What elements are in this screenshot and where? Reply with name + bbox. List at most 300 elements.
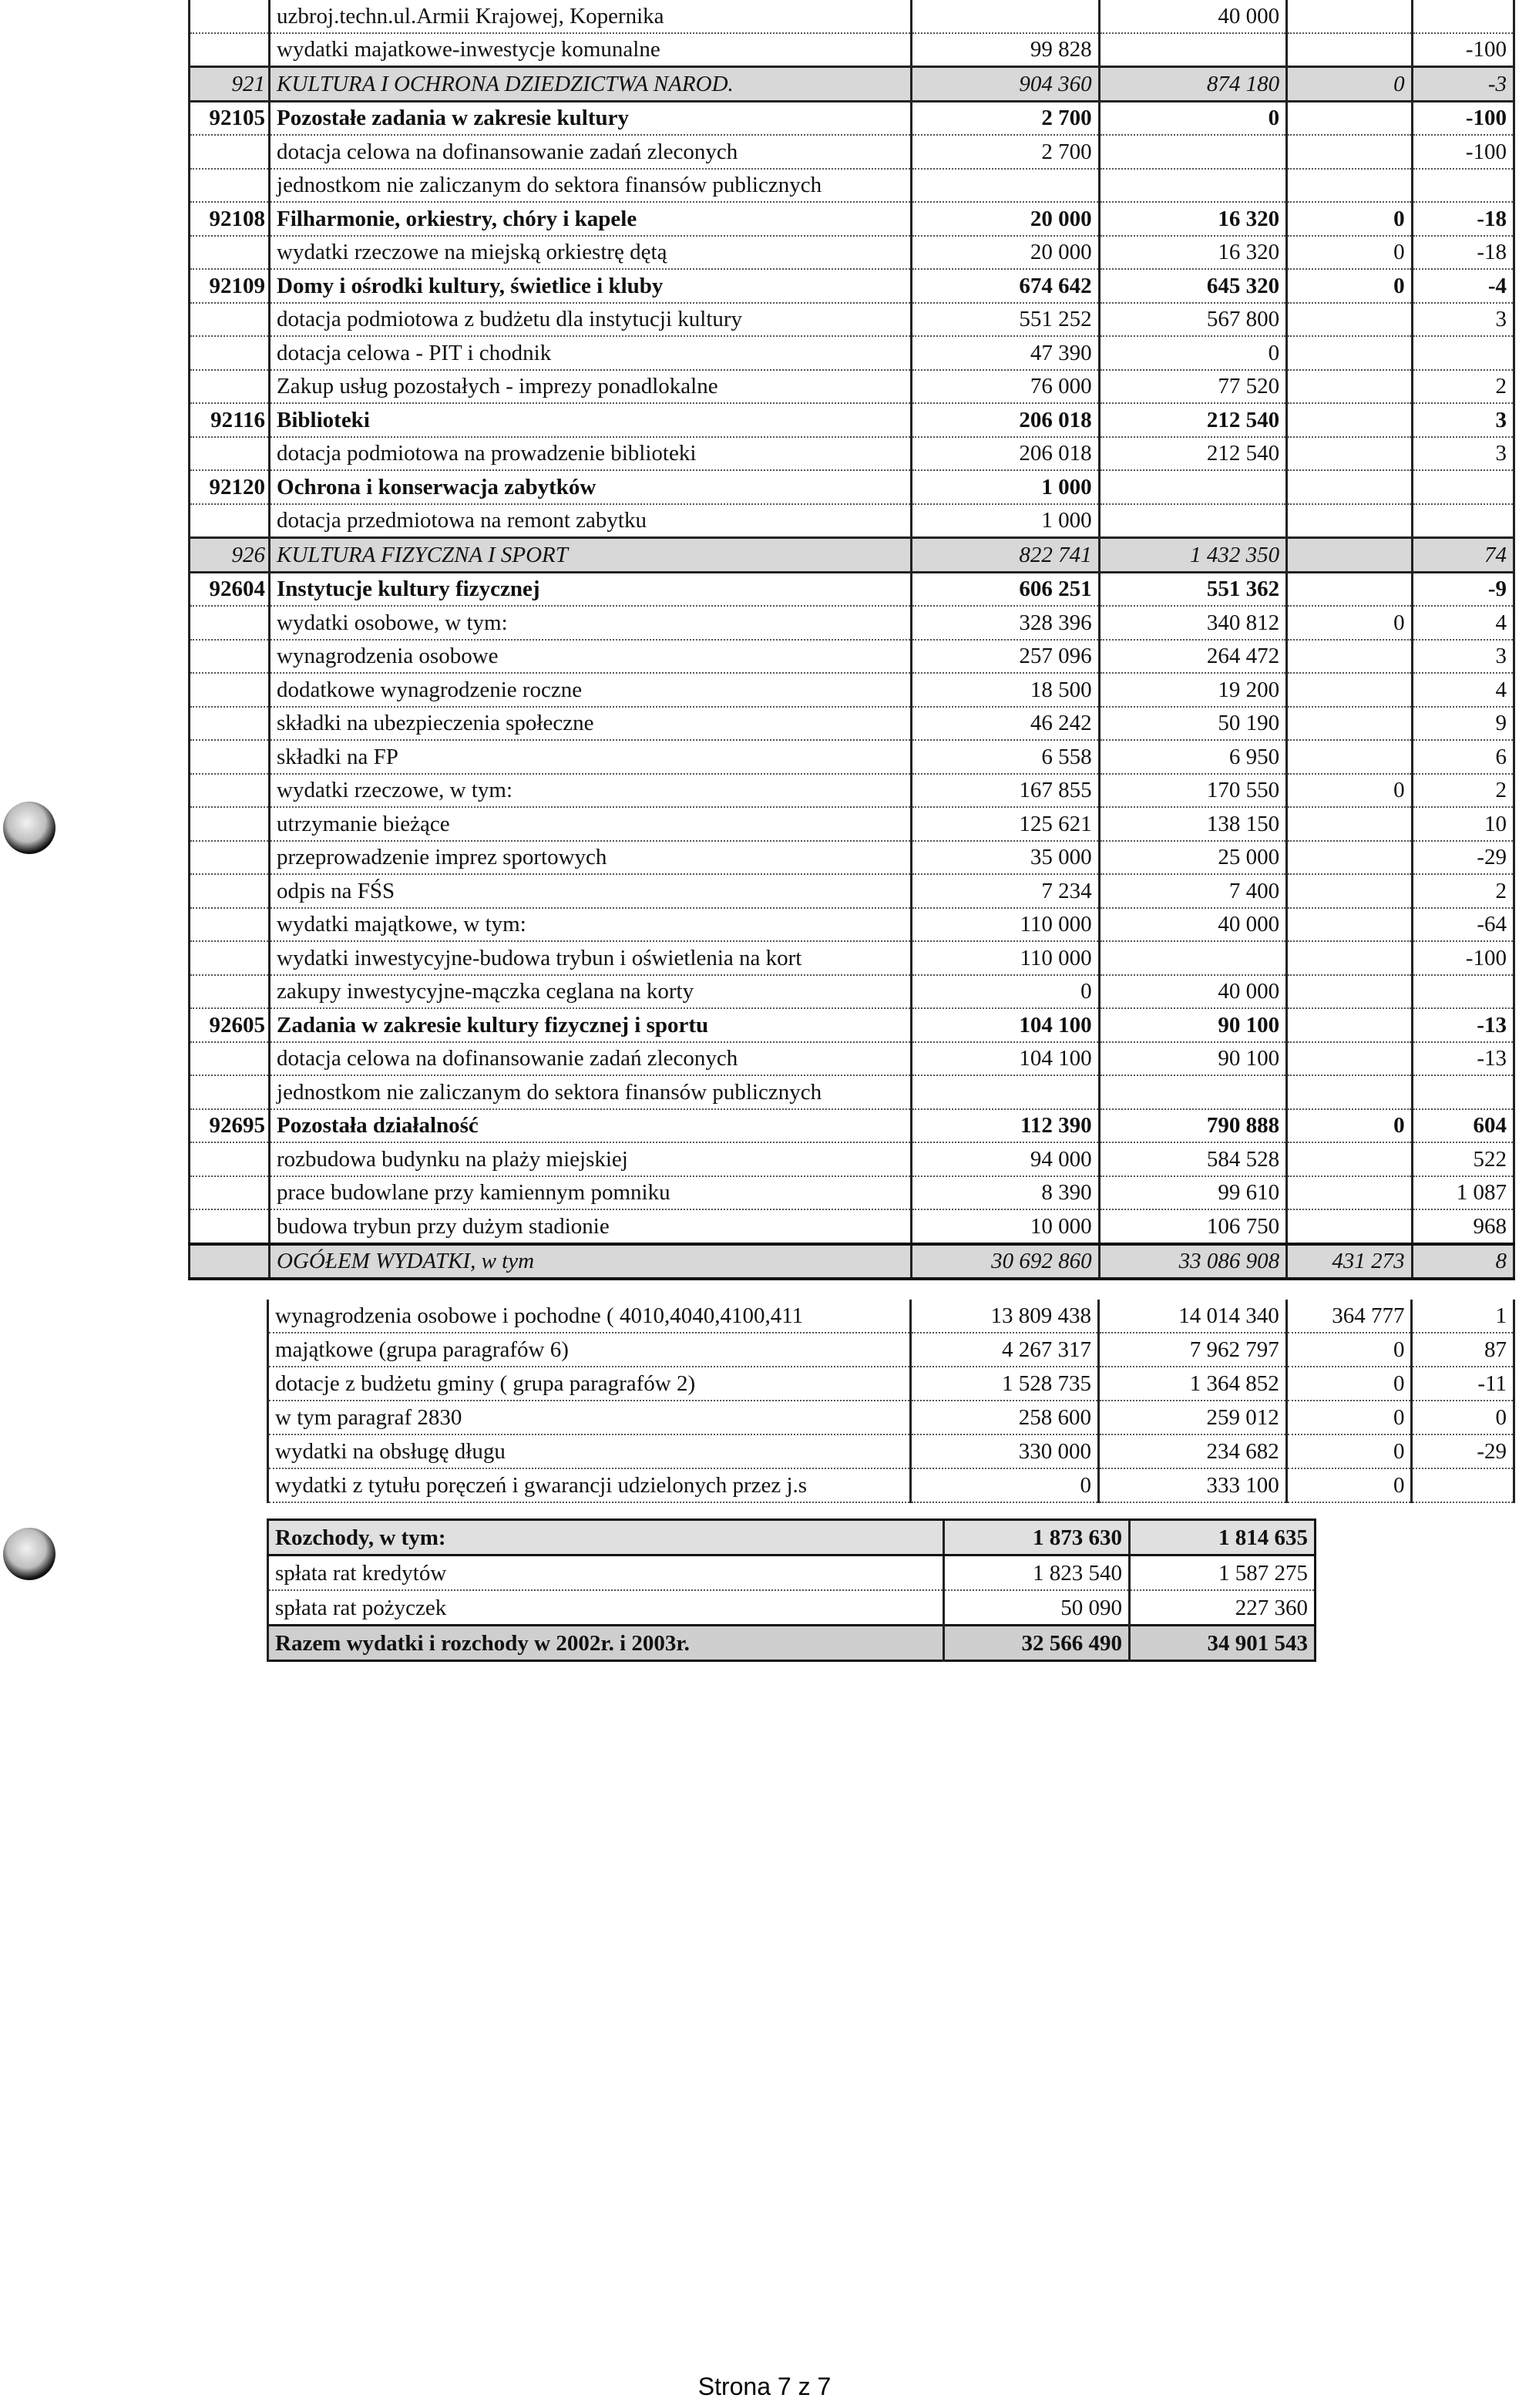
row-change-percent: -64 xyxy=(1412,908,1514,942)
row-value-3 xyxy=(1287,874,1413,908)
row-code xyxy=(190,236,270,270)
row-value-2003: 33 086 908 xyxy=(1099,1244,1286,1280)
table-row xyxy=(190,169,1514,203)
table-row xyxy=(190,707,1514,741)
row-change-percent: 3 xyxy=(1412,403,1514,437)
row-value-2003: 138 150 xyxy=(1099,807,1286,841)
row-label: utrzymanie bieżące xyxy=(270,807,912,841)
row-label: Zakup usług pozostałych - imprezy ponadlokalne xyxy=(270,370,912,404)
table-row xyxy=(190,807,1514,841)
row-value-2003: 790 888 xyxy=(1099,1109,1286,1143)
rozchody-row xyxy=(268,1590,1316,1626)
table-row xyxy=(190,236,1514,270)
row-change-percent xyxy=(1412,1075,1514,1109)
row-value-2003: 874 180 xyxy=(1099,67,1286,102)
row-code: 92695 xyxy=(190,1109,270,1143)
row-label: Biblioteki xyxy=(270,403,912,437)
row-label: KULTURA I OCHRONA DZIEDZICTWA NAROD. xyxy=(270,67,912,102)
row-value-2002: 110 000 xyxy=(912,941,1099,975)
row-change-percent: 8 xyxy=(1412,1244,1514,1280)
row-label: Zadania w zakresie kultury fizycznej i sportu xyxy=(270,1008,912,1042)
table-row xyxy=(190,1209,1514,1244)
summary-change-percent xyxy=(1412,1468,1514,1502)
summary-value-2003: 234 682 xyxy=(1098,1434,1286,1468)
row-code xyxy=(190,303,270,337)
row-value-2002: 18 500 xyxy=(912,673,1099,707)
row-value-3 xyxy=(1287,841,1413,875)
rozchody-row-2002: 1 823 540 xyxy=(944,1555,1130,1591)
row-value-2003: 1 432 350 xyxy=(1099,538,1286,573)
table-row xyxy=(190,673,1514,707)
row-code xyxy=(190,707,270,741)
row-value-2002 xyxy=(912,169,1099,203)
summary-value-2003: 7 962 797 xyxy=(1098,1333,1286,1367)
row-label: jednostkom nie zaliczanym do sektora finansów publicznych xyxy=(270,1075,912,1109)
row-label: dotacja celowa na dofinansowanie zadań zleconych xyxy=(270,1042,912,1076)
row-value-2003: 0 xyxy=(1099,101,1286,135)
table-row xyxy=(190,841,1514,875)
summary-label: dotacje z budżetu gminy ( grupa paragrafów 2) xyxy=(268,1367,911,1401)
row-value-3 xyxy=(1287,303,1413,337)
row-value-2002: 206 018 xyxy=(912,437,1099,471)
row-value-2002: 104 100 xyxy=(912,1042,1099,1076)
row-value-3: 431 273 xyxy=(1287,1244,1413,1280)
section-row xyxy=(190,538,1514,573)
subsection-row xyxy=(190,269,1514,303)
summary-label: wynagrodzenia osobowe i pochodne ( 4010,4040,4100,411 xyxy=(268,1300,911,1333)
row-value-2003 xyxy=(1099,1075,1286,1109)
row-value-3 xyxy=(1287,1075,1413,1109)
section-row xyxy=(190,67,1514,102)
row-value-2003 xyxy=(1099,941,1286,975)
row-change-percent: -100 xyxy=(1412,33,1514,67)
subsection-row xyxy=(190,470,1514,504)
row-value-3 xyxy=(1287,101,1413,135)
subsection-row xyxy=(190,101,1514,135)
row-value-3 xyxy=(1287,572,1413,606)
row-label: Pozostała działalność xyxy=(270,1109,912,1143)
row-value-2002: 112 390 xyxy=(912,1109,1099,1143)
row-code: 92108 xyxy=(190,202,270,236)
row-value-3 xyxy=(1287,640,1413,674)
row-code xyxy=(190,1042,270,1076)
row-label: dotacja podmiotowa z budżetu dla instytucji kultury xyxy=(270,303,912,337)
row-label: wydatki osobowe, w tym: xyxy=(270,606,912,640)
row-change-percent: -9 xyxy=(1412,572,1514,606)
row-change-percent xyxy=(1412,0,1514,33)
row-change-percent: 604 xyxy=(1412,1109,1514,1143)
row-value-2002 xyxy=(912,0,1099,33)
row-code xyxy=(190,1176,270,1210)
row-value-2002: 206 018 xyxy=(912,403,1099,437)
table-row xyxy=(190,33,1514,67)
table-row xyxy=(190,606,1514,640)
row-code xyxy=(190,135,270,169)
row-change-percent: -4 xyxy=(1412,269,1514,303)
row-value-2002: 2 700 xyxy=(912,135,1099,169)
row-value-2003: 212 540 xyxy=(1099,403,1286,437)
rozchody-row-label: spłata rat pożyczek xyxy=(268,1590,944,1626)
table-row xyxy=(190,774,1514,808)
row-change-percent: -18 xyxy=(1412,202,1514,236)
row-code xyxy=(190,807,270,841)
row-value-2003: 645 320 xyxy=(1099,269,1286,303)
row-value-2003: 40 000 xyxy=(1099,908,1286,942)
row-value-3 xyxy=(1287,1042,1413,1076)
grand-total-label: Razem wydatki i rozchody w 2002r. i 2003r. xyxy=(268,1626,944,1661)
summary-value-3: 0 xyxy=(1286,1434,1412,1468)
row-value-2003 xyxy=(1099,470,1286,504)
row-value-2003: 551 362 xyxy=(1099,572,1286,606)
row-change-percent: 2 xyxy=(1412,370,1514,404)
row-value-2002: 110 000 xyxy=(912,908,1099,942)
table-row xyxy=(190,1142,1514,1176)
subsection-row xyxy=(190,1109,1514,1143)
row-value-2003 xyxy=(1099,135,1286,169)
row-code: 92116 xyxy=(190,403,270,437)
row-code xyxy=(190,640,270,674)
row-value-2003: 16 320 xyxy=(1099,202,1286,236)
row-value-2003: 40 000 xyxy=(1099,975,1286,1009)
summary-value-2003: 1 364 852 xyxy=(1098,1367,1286,1401)
row-label: składki na FP xyxy=(270,740,912,774)
row-value-3 xyxy=(1287,135,1413,169)
page-number: Strona 7 z 7 xyxy=(697,2373,832,2400)
summary-value-3: 0 xyxy=(1286,1401,1412,1434)
row-code xyxy=(190,908,270,942)
row-value-2002: 257 096 xyxy=(912,640,1099,674)
row-value-2003: 170 550 xyxy=(1099,774,1286,808)
row-value-2003: 106 750 xyxy=(1099,1209,1286,1244)
summary-row xyxy=(268,1300,1514,1333)
row-value-3 xyxy=(1287,673,1413,707)
row-value-2002: 551 252 xyxy=(912,303,1099,337)
row-value-3: 0 xyxy=(1287,67,1413,102)
row-value-2002: 46 242 xyxy=(912,707,1099,741)
row-value-2003: 584 528 xyxy=(1099,1142,1286,1176)
row-code: 92105 xyxy=(190,101,270,135)
row-label: Instytucje kultury fizycznej xyxy=(270,572,912,606)
row-value-2003 xyxy=(1099,504,1286,538)
table-row xyxy=(190,908,1514,942)
row-label: zakupy inwestycyjne-mączka ceglana na korty xyxy=(270,975,912,1009)
summary-row xyxy=(268,1401,1514,1434)
summary-change-percent: -11 xyxy=(1412,1367,1514,1401)
row-value-3 xyxy=(1287,975,1413,1009)
row-value-2003 xyxy=(1099,33,1286,67)
row-change-percent: 2 xyxy=(1412,774,1514,808)
row-label: Domy i ośrodki kultury, świetlice i kluby xyxy=(270,269,912,303)
row-value-3 xyxy=(1287,470,1413,504)
row-change-percent: 2 xyxy=(1412,874,1514,908)
row-value-2003: 19 200 xyxy=(1099,673,1286,707)
row-change-percent xyxy=(1412,470,1514,504)
row-value-2002: 606 251 xyxy=(912,572,1099,606)
expenditure-summary-table xyxy=(267,1300,1515,1503)
row-value-3 xyxy=(1287,941,1413,975)
table-row xyxy=(190,504,1514,538)
row-change-percent xyxy=(1412,169,1514,203)
table-row xyxy=(190,437,1514,471)
row-change-percent: 522 xyxy=(1412,1142,1514,1176)
row-value-2003: 6 950 xyxy=(1099,740,1286,774)
row-change-percent: 4 xyxy=(1412,606,1514,640)
row-code xyxy=(190,1209,270,1244)
row-value-2002: 99 828 xyxy=(912,33,1099,67)
row-value-2003: 40 000 xyxy=(1099,0,1286,33)
row-change-percent: 3 xyxy=(1412,303,1514,337)
summary-value-2003: 259 012 xyxy=(1098,1401,1286,1434)
row-value-3: 0 xyxy=(1287,202,1413,236)
row-code xyxy=(190,606,270,640)
row-value-2002: 10 000 xyxy=(912,1209,1099,1244)
row-value-3 xyxy=(1287,1008,1413,1042)
summary-label: wydatki z tytułu poręczeń i gwarancji udzielonych przez j.s xyxy=(268,1468,911,1502)
row-label: KULTURA FIZYCZNA I SPORT xyxy=(270,538,912,573)
row-value-2003: 0 xyxy=(1099,336,1286,370)
row-code xyxy=(190,975,270,1009)
row-code xyxy=(190,437,270,471)
row-value-3 xyxy=(1287,807,1413,841)
row-value-2003: 50 190 xyxy=(1099,707,1286,741)
subsection-row xyxy=(190,572,1514,606)
punch-hole-icon xyxy=(3,802,55,854)
row-value-2003: 77 520 xyxy=(1099,370,1286,404)
row-value-3: 0 xyxy=(1287,1109,1413,1143)
row-code xyxy=(190,1244,270,1280)
row-value-2002: 2 700 xyxy=(912,101,1099,135)
total-row xyxy=(190,1244,1514,1280)
row-change-percent: -18 xyxy=(1412,236,1514,270)
row-label: wynagrodzenia osobowe xyxy=(270,640,912,674)
row-code xyxy=(190,774,270,808)
table-row xyxy=(190,135,1514,169)
row-value-3 xyxy=(1287,1142,1413,1176)
row-value-2002: 1 000 xyxy=(912,504,1099,538)
summary-value-3: 0 xyxy=(1286,1468,1412,1502)
row-value-2003: 340 812 xyxy=(1099,606,1286,640)
row-value-2002: 20 000 xyxy=(912,202,1099,236)
row-value-3 xyxy=(1287,33,1413,67)
row-value-3 xyxy=(1287,740,1413,774)
subsection-row xyxy=(190,403,1514,437)
rozchody-row-label: spłata rat kredytów xyxy=(268,1555,944,1591)
row-code: 926 xyxy=(190,538,270,573)
row-change-percent: -100 xyxy=(1412,941,1514,975)
subsection-row xyxy=(190,1008,1514,1042)
rozchody-row xyxy=(268,1555,1316,1591)
row-code xyxy=(190,169,270,203)
row-change-percent: -100 xyxy=(1412,101,1514,135)
row-label: uzbroj.techn.ul.Armii Krajowej, Kopernika xyxy=(270,0,912,33)
summary-value-2002: 13 809 438 xyxy=(911,1300,1099,1333)
row-label: wydatki rzeczowe na miejską orkiestrę dętą xyxy=(270,236,912,270)
summary-value-2003: 14 014 340 xyxy=(1098,1300,1286,1333)
row-value-2002: 35 000 xyxy=(912,841,1099,875)
row-label: Pozostałe zadania w zakresie kultury xyxy=(270,101,912,135)
row-code xyxy=(190,33,270,67)
grand-total-2002: 32 566 490 xyxy=(944,1626,1130,1661)
summary-value-3: 0 xyxy=(1286,1367,1412,1401)
row-change-percent: -100 xyxy=(1412,135,1514,169)
punch-hole-icon xyxy=(3,1528,55,1580)
row-change-percent xyxy=(1412,504,1514,538)
row-label: przeprowadzenie imprez sportowych xyxy=(270,841,912,875)
summary-row xyxy=(268,1434,1514,1468)
row-value-2003: 264 472 xyxy=(1099,640,1286,674)
row-code xyxy=(190,673,270,707)
row-value-2002: 328 396 xyxy=(912,606,1099,640)
rozchody-header-2002: 1 873 630 xyxy=(944,1520,1130,1555)
row-value-2003: 25 000 xyxy=(1099,841,1286,875)
row-value-2002: 94 000 xyxy=(912,1142,1099,1176)
rozchody-row-2003: 227 360 xyxy=(1130,1590,1316,1626)
summary-label: majątkowe (grupa paragrafów 6) xyxy=(268,1333,911,1367)
row-change-percent: -3 xyxy=(1412,67,1514,102)
summary-value-2002: 330 000 xyxy=(911,1434,1099,1468)
row-value-2002: 104 100 xyxy=(912,1008,1099,1042)
row-value-2002: 674 642 xyxy=(912,269,1099,303)
subsection-row xyxy=(190,202,1514,236)
summary-value-2002: 0 xyxy=(911,1468,1099,1502)
row-value-3 xyxy=(1287,437,1413,471)
row-value-2003: 7 400 xyxy=(1099,874,1286,908)
row-value-2002: 6 558 xyxy=(912,740,1099,774)
rozchody-row-2003: 1 587 275 xyxy=(1130,1555,1316,1591)
row-label: dodatkowe wynagrodzenie roczne xyxy=(270,673,912,707)
rozchody-header-label: Rozchody, w tym: xyxy=(268,1520,944,1555)
summary-row xyxy=(268,1333,1514,1367)
row-value-3 xyxy=(1287,1176,1413,1210)
summary-value-2002: 1 528 735 xyxy=(911,1367,1099,1401)
row-value-2002: 1 000 xyxy=(912,470,1099,504)
row-label: dotacja podmiotowa na prowadzenie biblioteki xyxy=(270,437,912,471)
row-label: dotacja celowa - PIT i chodnik xyxy=(270,336,912,370)
row-change-percent: 9 xyxy=(1412,707,1514,741)
row-change-percent: -13 xyxy=(1412,1008,1514,1042)
table-row xyxy=(190,874,1514,908)
row-value-3 xyxy=(1287,908,1413,942)
row-value-2003: 90 100 xyxy=(1099,1042,1286,1076)
row-change-percent: -13 xyxy=(1412,1042,1514,1076)
row-label: budowa trybun przy dużym stadionie xyxy=(270,1209,912,1244)
row-code: 92604 xyxy=(190,572,270,606)
row-code xyxy=(190,1075,270,1109)
row-value-2002: 8 390 xyxy=(912,1176,1099,1210)
row-value-3 xyxy=(1287,707,1413,741)
row-code xyxy=(190,874,270,908)
row-label: wydatki rzeczowe, w tym: xyxy=(270,774,912,808)
row-value-2002 xyxy=(912,1075,1099,1109)
row-label: dotacja celowa na dofinansowanie zadań zleconych xyxy=(270,135,912,169)
row-value-2003: 90 100 xyxy=(1099,1008,1286,1042)
row-value-3 xyxy=(1287,538,1413,573)
summary-value-3: 364 777 xyxy=(1286,1300,1412,1333)
table-row xyxy=(190,0,1514,33)
row-label: odpis na FŚS xyxy=(270,874,912,908)
table-row xyxy=(190,1042,1514,1076)
row-value-3 xyxy=(1287,504,1413,538)
row-label: składki na ubezpieczenia społeczne xyxy=(270,707,912,741)
rozchody-header-row xyxy=(268,1520,1316,1555)
row-change-percent: 4 xyxy=(1412,673,1514,707)
row-label: wydatki majatkowe-inwestycje komunalne xyxy=(270,33,912,67)
row-value-2003: 99 610 xyxy=(1099,1176,1286,1210)
row-value-2002: 7 234 xyxy=(912,874,1099,908)
summary-value-2002: 4 267 317 xyxy=(911,1333,1099,1367)
row-label: dotacja przedmiotowa na remont zabytku xyxy=(270,504,912,538)
row-label: Filharmonie, orkiestry, chóry i kapele xyxy=(270,202,912,236)
row-code: 92605 xyxy=(190,1008,270,1042)
row-code xyxy=(190,504,270,538)
row-change-percent: -29 xyxy=(1412,841,1514,875)
table-row xyxy=(190,975,1514,1009)
row-label: Ochrona i konserwacja zabytków xyxy=(270,470,912,504)
row-value-2003: 567 800 xyxy=(1099,303,1286,337)
rozchody-table xyxy=(267,1518,1316,1662)
summary-value-2003: 333 100 xyxy=(1098,1468,1286,1502)
summary-change-percent: -29 xyxy=(1412,1434,1514,1468)
row-code: 921 xyxy=(190,67,270,102)
row-value-3: 0 xyxy=(1287,236,1413,270)
row-code xyxy=(190,370,270,404)
row-value-3: 0 xyxy=(1287,269,1413,303)
table-row xyxy=(190,336,1514,370)
summary-label: wydatki na obsługę długu xyxy=(268,1434,911,1468)
row-code xyxy=(190,941,270,975)
row-change-percent: 968 xyxy=(1412,1209,1514,1244)
row-value-2003 xyxy=(1099,169,1286,203)
grand-total-2003: 34 901 543 xyxy=(1130,1626,1316,1661)
rozchody-row-2002: 50 090 xyxy=(944,1590,1130,1626)
summary-change-percent: 1 xyxy=(1412,1300,1514,1333)
row-value-2002: 822 741 xyxy=(912,538,1099,573)
row-value-2003: 16 320 xyxy=(1099,236,1286,270)
row-change-percent xyxy=(1412,336,1514,370)
rozchody-header-2003: 1 814 635 xyxy=(1130,1520,1316,1555)
table-row xyxy=(190,370,1514,404)
summary-label: w tym paragraf 2830 xyxy=(268,1401,911,1434)
table-row xyxy=(190,303,1514,337)
row-label: wydatki majątkowe, w tym: xyxy=(270,908,912,942)
row-label: prace budowlane przy kamiennym pomniku xyxy=(270,1176,912,1210)
grand-total-row xyxy=(268,1626,1316,1661)
row-value-3: 0 xyxy=(1287,606,1413,640)
row-change-percent: 6 xyxy=(1412,740,1514,774)
row-value-3 xyxy=(1287,0,1413,33)
row-label: OGÓŁEM WYDATKI, w tym xyxy=(270,1244,912,1280)
row-value-2002: 30 692 860 xyxy=(912,1244,1099,1280)
row-value-3 xyxy=(1287,336,1413,370)
row-code: 92109 xyxy=(190,269,270,303)
table-row xyxy=(190,740,1514,774)
row-change-percent: 1 087 xyxy=(1412,1176,1514,1210)
summary-change-percent: 0 xyxy=(1412,1401,1514,1434)
row-value-2002: 167 855 xyxy=(912,774,1099,808)
row-change-percent: 10 xyxy=(1412,807,1514,841)
row-value-3 xyxy=(1287,1209,1413,1244)
summary-value-3: 0 xyxy=(1286,1333,1412,1367)
row-code: 92120 xyxy=(190,470,270,504)
row-code xyxy=(190,1142,270,1176)
table-row xyxy=(190,941,1514,975)
summary-row xyxy=(268,1468,1514,1502)
row-value-2002: 904 360 xyxy=(912,67,1099,102)
row-value-2002: 0 xyxy=(912,975,1099,1009)
row-code xyxy=(190,740,270,774)
row-value-2003: 212 540 xyxy=(1099,437,1286,471)
table-row xyxy=(190,1176,1514,1210)
